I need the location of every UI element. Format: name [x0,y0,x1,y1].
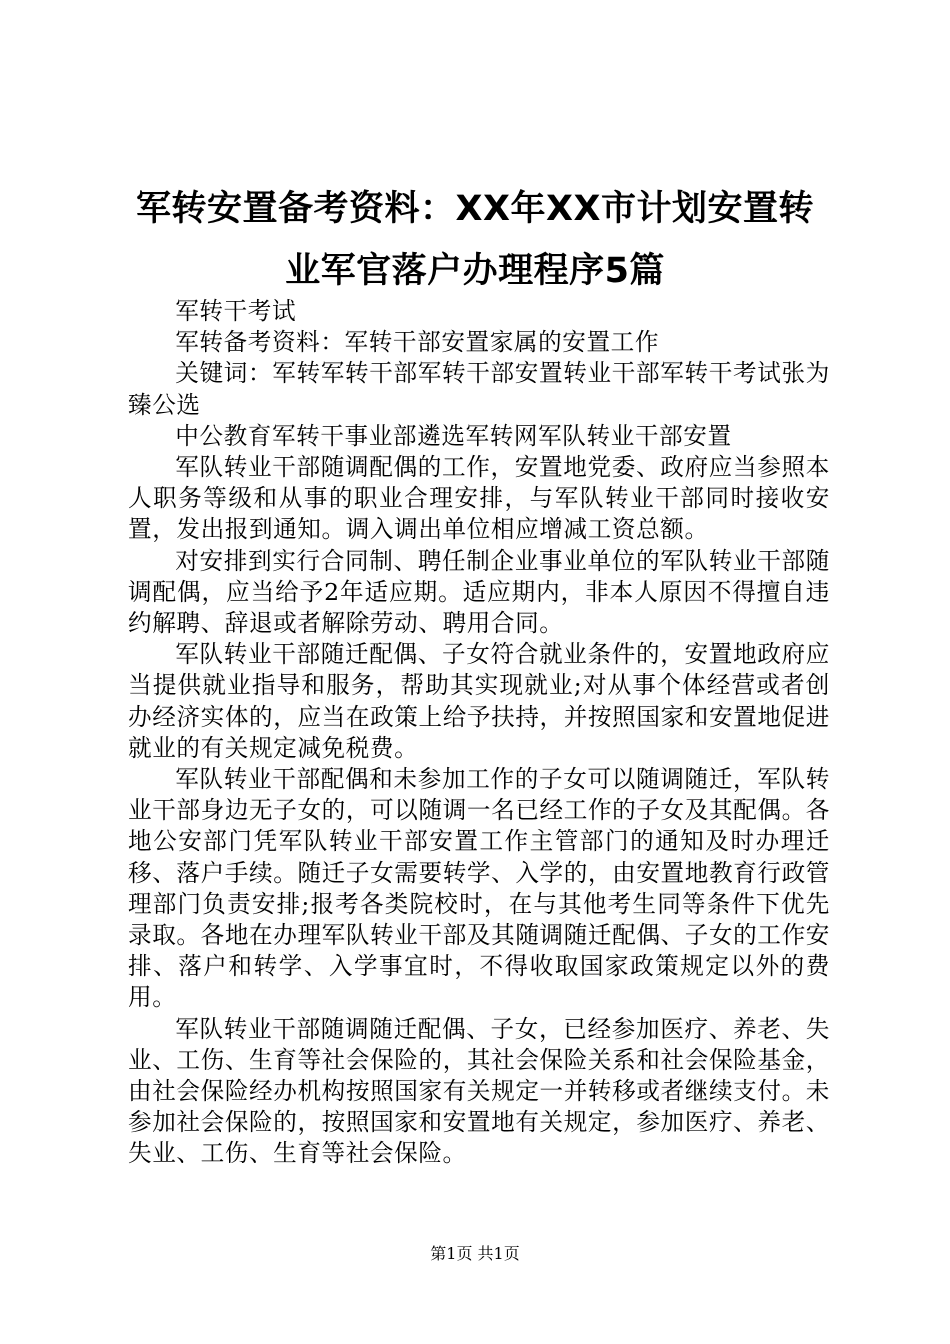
paragraph: 军队转业干部随调配偶的工作，安置地党委、政府应当参照本人职务等级和从事的职业合理安排，与军队转业干部同时接收安置，发出报到通知。调入调出单位相应增减工资总额。 [128,453,830,544]
paragraph: 军队转业干部随迁配偶、子女符合就业条件的，安置地政府应当提供就业指导和服务，帮助其实现就业;对从事个体经营或者创办经济实体的，应当在政策上给予扶持，并按照国家和安置地促进就业的有关规定减免税费。 [128,640,830,762]
paragraph: 军转备考资料：军转干部安置家属的安置工作 [175,328,660,357]
page-footer: 第1页 共1页 [430,1244,520,1263]
paragraph: 中公教育军转干事业部遴选军转网军队转业干部安置 [175,421,732,450]
paragraph: 关键词：军转军转干部军转干部安置转业干部军转干考试张为臻公选 [128,359,830,419]
paragraph: 军队转业干部随调随迁配偶、子女，已经参加医疗、养老、失业、工伤、生育等社会保险的，其社会保险关系和社会保险基金，由社会保险经办机构按照国家有关规定一并转移或者继续支付。未参加社会保险的，按照国家和安置地有关规定，参加医疗、养老、失业、工伤、生育等社会保险。 [128,1014,830,1168]
paragraph: 对安排到实行合同制、聘任制企业事业单位的军队转业干部随调配偶，应当给予2年适应期。适应期内，非本人原因不得擅自违约解聘、辞退或者解除劳动、聘用合同。 [128,546,830,638]
document-body [128,296,830,1170]
paragraph: 军转干考试 [175,297,297,325]
document-title: 军转安置备考资料：XX年XX市计划安置转业军官落户办理程序5篇 [136,189,814,291]
paragraph: 军队转业干部配偶和未参加工作的子女可以随调随迁，军队转业干部身边无子女的，可以随调一名已经工作的子女及其配偶。各地公安部门凭军队转业干部安置工作主管部门的通知及时办理迁移、落户手续。随迁子女需要转学、入学的，由安置地教育行政管理部门负责安排;报考各类院校时，在与其他考生同等条件下优先录取。各地在办理军队转业干部及其随调随迁配偶、子女的工作安排、落户和转学、入学事宜时，不得收取国家政策规定以外的费用。 [128,765,830,1012]
